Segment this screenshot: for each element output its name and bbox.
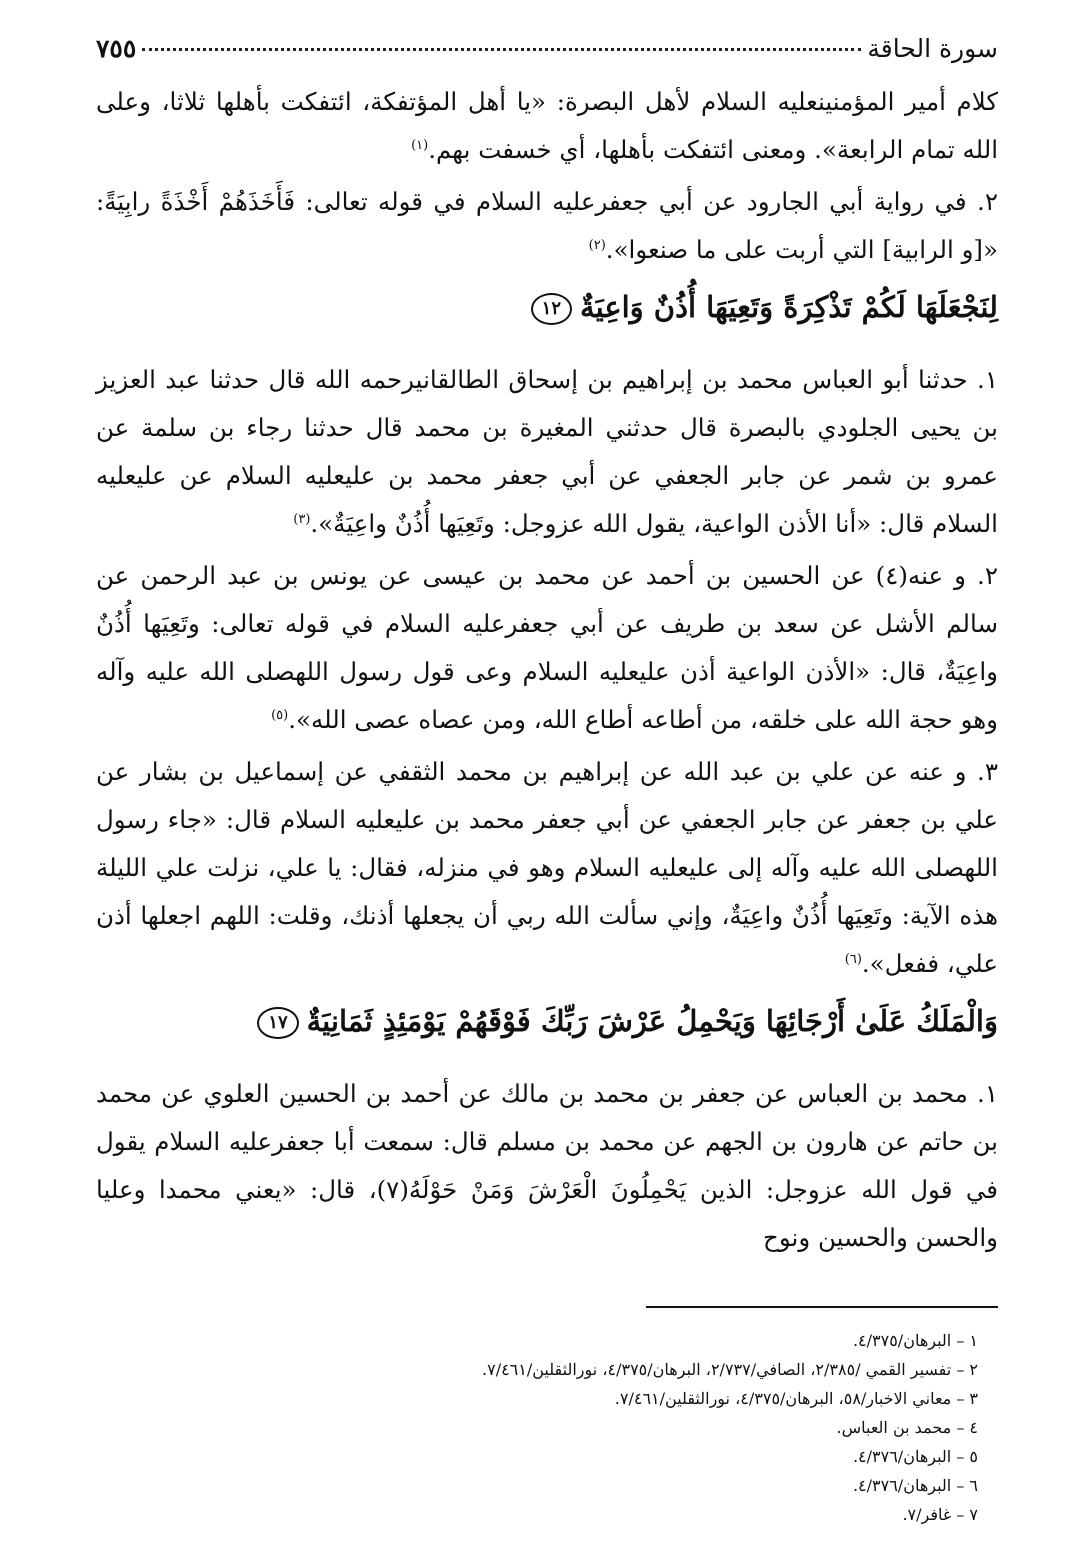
page-header	[96, 34, 998, 78]
footnote-ref: (١)	[411, 137, 429, 153]
footnote-ref: (٦)	[844, 951, 862, 967]
footnote-separator	[646, 1306, 998, 1308]
section-verse-12-narrations	[96, 356, 998, 988]
verse-text: وَالْمَلَكُ عَلَىٰ أَرْجَائِهَا وَيَحْمِلُ عَرْشَ رَبِّكَ فَوْقَهُمْ يَوْمَئِذٍ ثَمَانِيَةٌ	[306, 1004, 998, 1038]
paragraph: ٣. و عنه عن علي بن عبد الله عن إبراهيم بن محمد الثقفي عن إسماعيل بن بشار عن علي بن جعفر عن جابر الجعفي عن أبي جعفر محمد بن عليعليه السلام قال: «جاء رسول اللهصلى الله عليه وآله إلى عليعليه السلام وهو في منزله، فقال: يا علي، نزلت علي الليلة هذه الآية: وتَعِيَها أُذُنٌ واعِيَةٌ، وإني سألت الله ربي أن يجعلها أذنك، وقلت: اللهم اجعلها أذن علي، ففعل».$^{(٦)}$	[96, 757, 998, 978]
verse-text: لِنَجْعَلَهَا لَكُمْ تَذْكِرَةً وَتَعِيَهَا أُذُنٌ وَاعِيَةٌ	[580, 290, 998, 324]
section-intro	[96, 78, 998, 274]
page	[96, 34, 998, 1529]
quran-verse-17	[96, 996, 998, 1046]
footnotes-list	[96, 1326, 998, 1529]
footnote-ref: (٥)	[271, 707, 289, 723]
page-number: ٧٥٥	[96, 34, 137, 63]
header-dot-leader	[142, 48, 861, 51]
footnote: ٥ – البرهان/٤/٣٧٦.	[852, 1447, 978, 1466]
footnote-ref: (٢)	[588, 237, 606, 253]
footnote: ٤ – محمد بن العباس.	[836, 1418, 978, 1437]
footnote: ١ – البرهان/٤/٣٧٥.	[852, 1331, 978, 1350]
paragraph: ١. محمد بن العباس عن جعفر بن محمد بن مالك عن أحمد بن الحسين العلوي عن محمد بن حاتم عن هارون بن الجهم عن محمد بن مسلم قال: سمعت أبا جعفرعليه السلام يقول في قول الله عزوجل: الذين يَحْمِلُونَ الْعَرْشَ وَمَنْ حَوْلَهُ(٧)، قال: «يعني محمدا وعليا والحسن والحسين ونوح	[96, 1079, 998, 1252]
paragraph: ٢. و عنه(٤) عن الحسين بن أحمد عن محمد بن عيسى عن يونس بن عبد الرحمن عن سالم الأشل عن سعد بن طريف عن أبي جعفرعليه السلام في قوله تعالى: وتَعِيَها أُذُنٌ واعِيَةٌ، قال: «الأذن الواعية أذن عليعليه السلام وعى قول رسول اللهصلى الله عليه وآله وهو حجة الله على خلقه، من أطاعه أطاع الله، ومن عصاه عصى الله».$^{(٥)}$	[96, 561, 999, 734]
footnote: ٢ – تفسير القمي /٢/٣٨٥، الصافي/٢/٧٣٧، البرهان/٤/٣٧٥، نورالثقلين/٧/٤٦١.	[482, 1360, 978, 1379]
section-verse-17-narrations	[96, 1070, 998, 1262]
footnote-ref: (٣)	[293, 511, 311, 527]
surah-title: سورة الحاقة	[867, 34, 998, 63]
footnote: ٦ – البرهان/٤/٣٧٦.	[852, 1476, 978, 1495]
verse-number-marker: ١٢	[531, 293, 572, 325]
paragraph: ٢. في رواية أبي الجارود عن أبي جعفرعليه السلام في قوله تعالى: فَأَخَذَهُمْ أَخْذَةً رابِيَةً: «[و الرابية] التي أربت على ما صنعوا».$^{(٢)}$	[96, 187, 998, 264]
verse-number-marker: ١٧	[257, 1007, 298, 1039]
paragraph: كلام أمير المؤمنينعليه السلام لأهل البصرة: «يا أهل المؤتفكة، ائتفكت بأهلها ثلاثا، وعلى الله تمام الرابعة». ومعنى ائتفكت بأهلها، أي خسفت بهم.$^{(١)}$	[96, 87, 998, 164]
paragraph: ١. حدثنا أبو العباس محمد بن إبراهيم بن إسحاق الطالقانيرحمه الله قال حدثنا عبد العزيز بن يحيى الجلودي بالبصرة قال حدثني المغيرة بن محمد قال حدثنا رجاء بن سلمة عن عمرو بن شمر عن جابر الجعفي عن أبي جعفر محمد بن عليعليه السلام عن عليعليه السلام قال: «أنا الأذن الواعية، يقول الله عزوجل: وتَعِيَها أُذُنٌ واعِيَةٌ».$^{(٣)}$	[96, 365, 998, 538]
quran-verse-12	[96, 282, 998, 332]
footnote: ٧ – غافر/٧.	[902, 1505, 978, 1524]
footnote: ٣ – معاني الاخبار/٥٨، البرهان/٤/٣٧٥، نورالثقلين/٧/٤٦١.	[614, 1389, 978, 1408]
